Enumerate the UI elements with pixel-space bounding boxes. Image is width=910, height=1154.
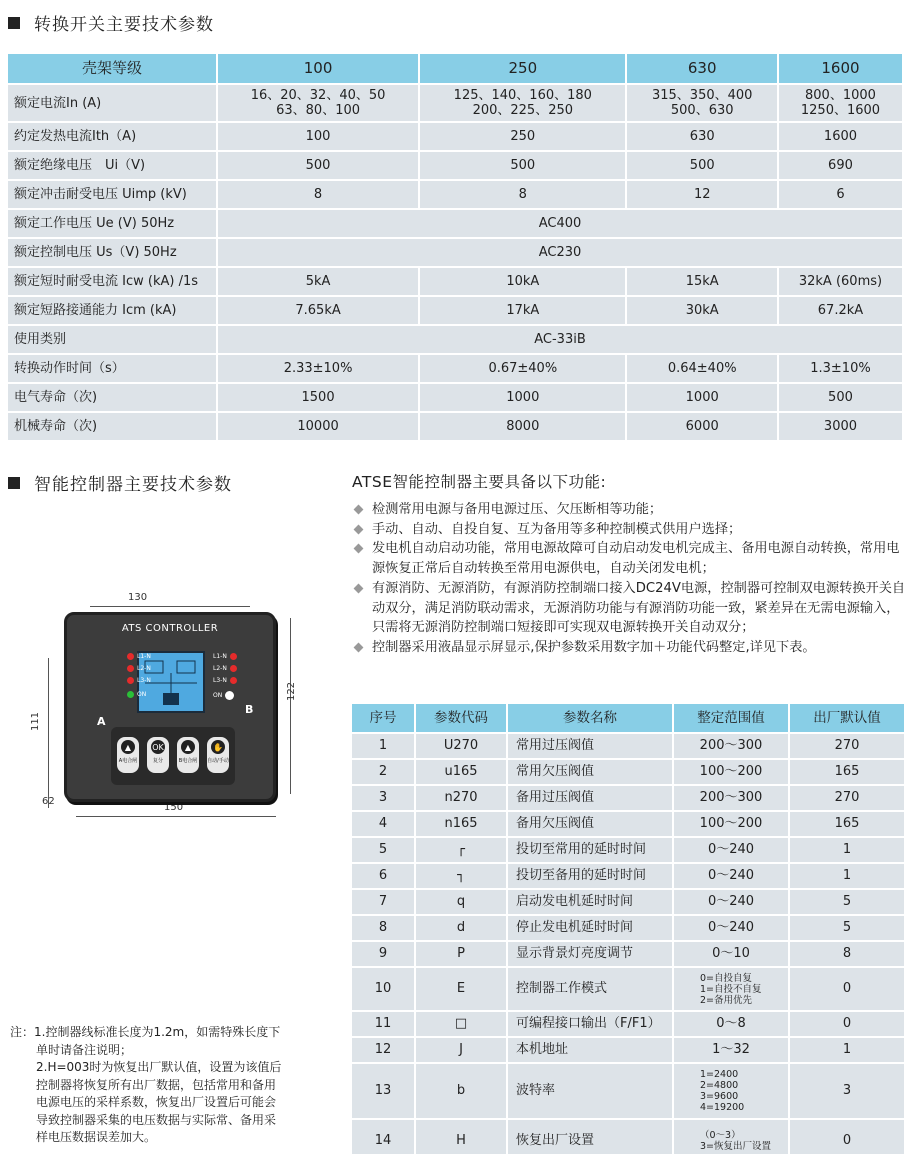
note-2-cont: 控制器将恢复所有出厂数据，包括常用和备用 [36,1077,277,1092]
range-cell: 200～300 [674,786,790,812]
row-label: 额定工作电压 Ue (V) 50Hz [8,210,218,239]
led-left-l1: L1-N [127,653,151,660]
diamond-bullet-icon [354,544,364,554]
controller-params-table [352,704,904,1154]
side-b-label: B [245,703,254,716]
table-row [352,1012,904,1038]
default-cell: 165 [790,812,904,838]
code-cell: P [416,942,508,968]
name-cell: 备用过压阀值 [508,786,674,812]
code-cell: U270 [416,734,508,760]
range-line: 4=19200 [700,1102,745,1113]
row-label: 额定短时耐受电流 Icw (kA) /1s [8,268,218,297]
default-cell: 1 [790,838,904,864]
section2-title: 智能控制器主要技术参数 [8,470,232,495]
led-right-l3: L3-N [213,677,237,684]
range-cell: 100～200 [674,812,790,838]
table-cell: 1.3±10% [779,355,902,384]
diamond-bullet-icon [354,505,364,515]
row-label: 额定绝缘电压 Ui（V) [8,152,218,181]
table-row [352,1064,904,1120]
name-cell: 投切至备用的延时时间 [508,864,674,890]
table-row [8,152,902,181]
row-label: 电气寿命（次) [8,384,218,413]
table-cell: 2.33±10% [218,355,420,384]
side-a-label: A [97,715,106,728]
reset-button[interactable]: OK 复分 [147,737,169,773]
code-cell: E [416,968,508,1012]
note-1-cont: 单时请备注说明； [36,1042,133,1057]
dim-bottom: 150 [164,802,184,813]
range-cell [674,1064,790,1120]
table-cell: 15kA [627,268,778,297]
cell-line: 125、140、160、180 [453,88,592,103]
table-row [8,181,902,210]
table-row [8,210,902,239]
code-cell: ┐ [416,864,508,890]
led-left-l2: L2-N [127,665,151,672]
table-cell: 8 [420,181,627,210]
table-row [8,268,902,297]
section1-title: 转换开关主要技术参数 [8,10,214,35]
led-right-l2: L2-N [213,665,237,672]
led-red-icon [230,665,237,672]
row-label: 额定电流In (A) [8,85,218,123]
cell-line: 63、80、100 [276,103,361,118]
controller-drawing [20,588,310,838]
table-header-row [8,54,902,85]
name-cell: 常用欠压阀值 [508,760,674,786]
note-2-cont: 样电压数据误差加大。 [36,1130,157,1144]
led-left-l3: L3-N [127,677,151,684]
seq-cell: 1 [352,734,416,760]
range-line: 3=9600 [700,1091,739,1102]
seq-cell: 6 [352,864,416,890]
table-cell: 8 [218,181,420,210]
diamond-bullet-icon [354,583,364,593]
code-cell: J [416,1038,508,1064]
table-cell: AC230 [218,239,902,268]
table-cell: 30kA [627,297,778,326]
range-line: 3=恢复出厂设置 [700,1141,772,1152]
led-red-icon [127,653,134,660]
led-red-icon [230,677,237,684]
led-red-icon [127,677,134,684]
hand-icon: ✋ [211,740,225,754]
feature-item: 手动、自动、自投自复、互为备用等多种控制模式供用户选择； [352,520,907,540]
feature-item: 有源消防、无源消防，有源消防控制端口接入DC24V电源，控制器可控制双电源转换开关自动双分，满足消防联动需求，无源消防功能与有源消防功能一致，紧差异在无需电源输入，只需将无源消防控制端口短接即可实现双电源转换开关自动双分； [352,579,907,638]
table-cell: 500 [627,152,778,181]
range-cell: 0～240 [674,838,790,864]
b-close-button[interactable]: ▲ B电合闸 [177,737,199,773]
table-row [352,916,904,942]
seq-cell: 5 [352,838,416,864]
led-red-icon [127,665,134,672]
table-row [352,942,904,968]
range-cell: 0～240 [674,916,790,942]
name-cell: 投切至常用的延时时间 [508,838,674,864]
features-title: ATSE智能控制器主要具备以下功能: [352,473,607,491]
name-cell: 恢复出厂设置 [508,1120,674,1154]
row-label: 额定控制电压 Us（V) 50Hz [8,239,218,268]
range-cell: 100～200 [674,760,790,786]
range-line: （0～3） [700,1130,741,1141]
table-row [8,123,902,152]
keypad [111,727,235,785]
table-cell: 0.64±40% [627,355,778,384]
feature-item: 发电机自动启动功能，常用电源故障可自动启动发电机完成主、备用电源自动转换，常用电源恢复正常后自动转换至常用电源供电，自动关闭发电机； [352,539,907,578]
dimension-line [90,606,250,607]
table-cell: 8000 [420,413,627,442]
row-label: 使用类别 [8,326,218,355]
table-row [8,384,902,413]
diamond-bullet-icon [354,642,364,652]
table-cell: 1600 [779,123,902,152]
table-header-cell: 100 [218,54,420,85]
dimension-line [290,618,291,794]
default-cell: 0 [790,1120,904,1154]
dimension-line [48,658,49,808]
led-right-on: ON [213,691,234,700]
seq-cell: 11 [352,1012,416,1038]
dim-left: 111 [30,711,42,732]
table-row [352,812,904,838]
table-row [352,734,904,760]
code-cell: H [416,1120,508,1154]
default-cell: 1 [790,864,904,890]
table-cell: 250 [420,123,627,152]
table-row [8,297,902,326]
table-header-cell: 整定范围值 [674,704,790,734]
led-right-l1: L1-N [213,653,237,660]
code-cell: n270 [416,786,508,812]
table-cell: 6000 [627,413,778,442]
square-bullet-icon [8,477,20,489]
default-cell: 5 [790,916,904,942]
range-cell: 0～240 [674,864,790,890]
table-cell: 10kA [420,268,627,297]
table-row [352,890,904,916]
table-header-cell: 1600 [779,54,902,85]
table-row [8,355,902,384]
note-2-cont: 导致控制器采集的电压数据与实际常、备用采 [36,1112,277,1127]
table-header-cell: 壳架等级 [8,54,218,85]
table-cell: 690 [779,152,902,181]
code-cell: d [416,916,508,942]
table-header-cell: 参数代码 [416,704,508,734]
row-label: 额定短路接通能力 Icm (kA) [8,297,218,326]
dim-depth: 62 [42,796,55,807]
seq-cell: 9 [352,942,416,968]
device-title: ATS CONTROLLER [121,623,219,634]
note-1: 注：1.控制器线标准长度为1.2m，如需特殊长度下 [10,1025,281,1039]
table-header-cell: 参数名称 [508,704,674,734]
name-cell: 停止发电机延时时间 [508,916,674,942]
table-row [352,968,904,1012]
table-cell: 6 [779,181,902,210]
seq-cell: 4 [352,812,416,838]
range-cell [674,1120,790,1154]
table-cell: 500 [420,152,627,181]
square-bullet-icon [8,17,20,29]
note-2: 2.H=003时为恢复出厂默认值，设置为该值后 [36,1060,282,1074]
features-list [352,500,907,658]
seq-cell: 3 [352,786,416,812]
feature-item: 控制器采用液晶显示屏显示,保护参数采用数字加＋功能代码整定,详见下表。 [352,638,907,658]
cell-line: 315、350、400 [651,88,753,103]
name-cell: 控制器工作模式 [508,968,674,1012]
name-cell: 波特率 [508,1064,674,1120]
table-cell: 1000 [627,384,778,413]
auto-manual-button[interactable]: ✋ 自动/手动 [207,737,229,773]
table-row [352,760,904,786]
table-row [8,326,902,355]
name-cell: 备用欠压阀值 [508,812,674,838]
notes [10,1024,326,1147]
diamond-bullet-icon [354,524,364,534]
table-cell: 500 [779,384,902,413]
table-cell: 0.67±40% [420,355,627,384]
table-header-row [352,704,904,734]
default-cell: 270 [790,734,904,760]
range-cell: 0～240 [674,890,790,916]
seq-cell: 13 [352,1064,416,1120]
row-label: 额定冲击耐受电压 Uimp (kV) [8,181,218,210]
table-cell: 100 [218,123,420,152]
name-cell: 启动发电机延时时间 [508,890,674,916]
table-cell: AC-33iB [218,326,902,355]
table-cell: 1000 [420,384,627,413]
table-header-cell: 250 [420,54,627,85]
table-row [8,85,902,123]
table-row [352,786,904,812]
range-cell: 200～300 [674,734,790,760]
table-cell [779,85,902,123]
table-cell: AC400 [218,210,902,239]
code-cell: □ [416,1012,508,1038]
seq-cell: 12 [352,1038,416,1064]
dim-top: 130 [128,592,148,603]
led-left-on: ON [127,691,146,698]
triangle-up-icon: ▲ [121,740,135,754]
default-cell: 270 [790,786,904,812]
ok-icon: OK [151,740,165,754]
dimension-line [76,816,276,817]
table-cell: 1500 [218,384,420,413]
led-white-icon [225,691,234,700]
controller-panel [64,612,276,802]
table-cell: 3000 [779,413,902,442]
table-cell: 12 [627,181,778,210]
table-cell [218,85,420,123]
default-cell: 8 [790,942,904,968]
table-header-cell: 出厂默认值 [790,704,904,734]
led-green-icon [127,691,134,698]
table-cell: 32kA (60ms) [779,268,902,297]
range-line: 1=自投不自复 [700,983,762,995]
cell-line: 16、20、32、40、50 [250,88,386,103]
row-label: 约定发热电流Ith（A) [8,123,218,152]
code-cell: ┌ [416,838,508,864]
led-red-icon [230,653,237,660]
code-cell: b [416,1064,508,1120]
range-line: 2=备用优先 [700,994,753,1006]
row-label: 转换动作时间（s） [8,355,218,384]
feature-item: 检测常用电源与备用电源过压、欠压断相等功能； [352,500,907,520]
seq-cell: 2 [352,760,416,786]
triangle-up-icon: ▲ [181,740,195,754]
name-cell: 常用过压阀值 [508,734,674,760]
table-header-cell: 序号 [352,704,416,734]
switch-params-table [8,54,902,442]
note-2-cont: 电源电压的采样系数，恢复出厂设置后可能会 [36,1095,277,1109]
a-close-button[interactable]: ▲ A电合闸 [117,737,139,773]
table-cell [420,85,627,123]
code-cell: u165 [416,760,508,786]
table-cell: 5kA [218,268,420,297]
seq-cell: 7 [352,890,416,916]
default-cell: 1 [790,1038,904,1064]
table-header-cell: 630 [627,54,778,85]
range-line: 0=自投自复 [700,972,753,984]
table-cell: 500 [218,152,420,181]
seq-cell: 14 [352,1120,416,1154]
table-row [352,1120,904,1154]
name-cell: 显示背景灯亮度调节 [508,942,674,968]
table-row [352,1038,904,1064]
default-cell: 0 [790,968,904,1012]
table-cell: 17kA [420,297,627,326]
cell-line: 800、1000 [805,88,876,103]
name-cell: 可编程接口输出（F/F1） [508,1012,674,1038]
dim-right: 122 [286,681,298,702]
table-cell: 630 [627,123,778,152]
table-row [8,413,902,442]
name-cell: 本机地址 [508,1038,674,1064]
default-cell: 3 [790,1064,904,1120]
range-cell: 0～10 [674,942,790,968]
cell-line: 500、630 [670,103,734,118]
table-cell: 67.2kA [779,297,902,326]
cell-line: 1250、1600 [800,103,881,118]
range-line: 2=4800 [700,1080,739,1091]
range-cell [674,968,790,1012]
range-line: 1=2400 [700,1069,739,1080]
table-row [352,864,904,890]
table-cell: 7.65kA [218,297,420,326]
default-cell: 5 [790,890,904,916]
table-cell [627,85,778,123]
cell-line: 200、225、250 [472,103,574,118]
row-label: 机械寿命（次) [8,413,218,442]
table-row [352,838,904,864]
range-cell: 1～32 [674,1038,790,1064]
code-cell: n165 [416,812,508,838]
seq-cell: 8 [352,916,416,942]
table-cell: 10000 [218,413,420,442]
table-row [8,239,902,268]
seq-cell: 10 [352,968,416,1012]
default-cell: 0 [790,1012,904,1038]
code-cell: q [416,890,508,916]
default-cell: 165 [790,760,904,786]
range-cell: 0～8 [674,1012,790,1038]
